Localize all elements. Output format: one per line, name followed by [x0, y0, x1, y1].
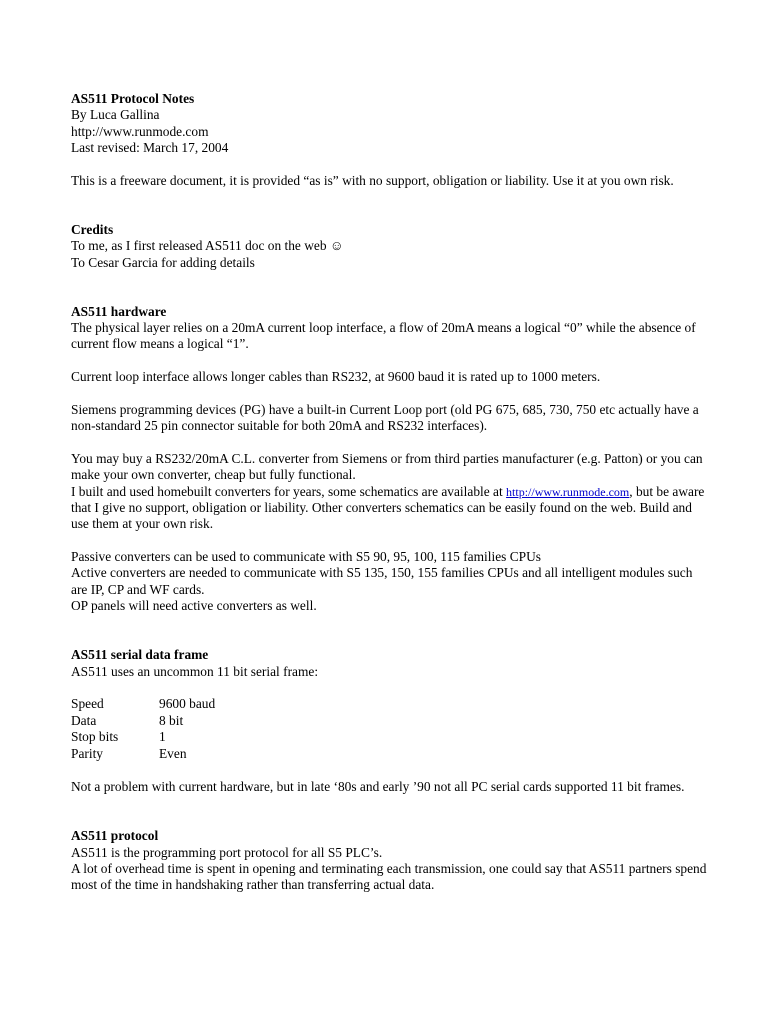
credits-heading: Credits	[71, 221, 114, 237]
hardware-paragraph: OP panels will need active converters as well.	[71, 598, 317, 614]
frame-settings-table	[71, 696, 215, 762]
hardware-paragraph: Siemens programming devices (PG) have a built-in Current Loop port (old PG 675, 685, 730, 750 etc actually have a non-standard 25 pin connector suitable for both 20mA and RS232 interfaces).	[71, 402, 699, 434]
setting-value: 1	[159, 729, 166, 745]
setting-value: Even	[159, 745, 187, 761]
frame-intro: AS511 uses an uncommon 11 bit serial frame:	[71, 663, 319, 679]
revision-date: Last revised: March 17, 2004	[71, 139, 229, 155]
website-line: http://www.runmode.com	[71, 123, 209, 139]
setting-value: 9600 baud	[159, 696, 216, 712]
credits-line: To me, as I first released AS511 doc on the web ☺	[71, 238, 344, 254]
frame-heading: AS511 serial data frame	[71, 647, 209, 663]
author-line: By Luca Gallina	[71, 107, 160, 123]
setting-value: 8 bit	[159, 712, 184, 728]
paragraph-text: I built and used homebuilt converters for years, some schematics are available at	[71, 483, 507, 499]
table-row	[71, 696, 215, 713]
hardware-paragraph: Active converters are needed to communicate with S5 135, 150, 155 families CPUs and all intelligent modules such are IP, CP and WF cards.	[71, 565, 693, 597]
setting-name: Stop bits	[71, 729, 119, 745]
table-row	[71, 746, 215, 763]
table-row	[71, 729, 215, 746]
hardware-heading: AS511 hardware	[71, 303, 167, 319]
protocol-paragraph: AS511 is the programming port protocol for all S5 PLC’s.	[71, 844, 383, 860]
paragraph-text: , but be aware that I give no support, obligation or liability. Other converters schematics can be easily found on the web. Build and use them at your own risk.	[71, 483, 705, 532]
disclaimer-paragraph: This is a freeware document, it is provided “as is” with no support, obligation or liability. Use it at you own risk.	[71, 172, 674, 188]
hardware-paragraph: The physical layer relies on a 20mA current loop interface, a flow of 20mA means a logical “0” while the absence of current flow means a logical “1”.	[71, 320, 696, 352]
protocol-paragraph: A lot of overhead time is spent in opening and terminating each transmission, one could say that AS511 partners spend most of the time in handshaking rather than transferring actual data.	[71, 860, 707, 893]
credits-line: To Cesar Garcia for adding details	[71, 254, 255, 270]
frame-note: Not a problem with current hardware, but in late ‘80s and early ’90 not all PC serial cards supported 11 bit frames.	[71, 778, 685, 794]
hardware-paragraph: Current loop interface allows longer cables than RS232, at 9600 baud it is rated up to 1000 meters.	[71, 369, 601, 385]
setting-name: Data	[71, 712, 97, 728]
hardware-paragraph: You may buy a RS232/20mA C.L. converter from Siemens or from third parties manufacturer (e.g. Patton) or you can make your own converter, cheap but fully functional.	[71, 451, 703, 483]
table-row	[71, 713, 215, 730]
document-body	[71, 91, 711, 893]
protocol-heading: AS511 protocol	[71, 828, 159, 844]
hardware-paragraph	[71, 484, 711, 533]
document-title: AS511 Protocol Notes	[71, 91, 195, 106]
setting-name: Parity	[71, 745, 103, 761]
hardware-paragraph: Passive converters can be used to communicate with S5 90, 95, 100, 115 families CPUs	[71, 549, 541, 565]
setting-name: Speed	[71, 696, 104, 712]
runmode-link[interactable]: http://www.runmode.com	[506, 484, 630, 499]
